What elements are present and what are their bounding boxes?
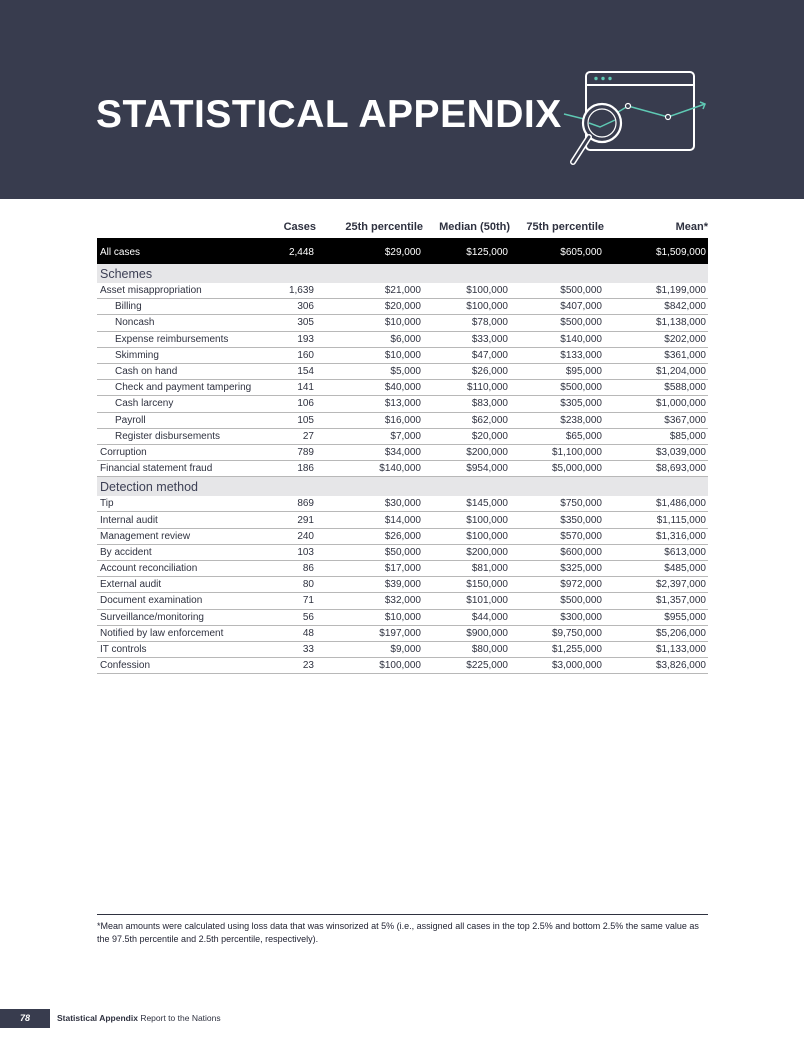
row-label: External audit: [97, 577, 280, 593]
cases-cell: 141: [280, 380, 316, 396]
row-label: Skimming: [97, 347, 280, 363]
p75-cell: $972,000: [510, 577, 604, 593]
column-header-75th: 75th percentile: [526, 221, 604, 233]
p25-cell: $197,000: [316, 625, 423, 641]
row-label: Expense reimbursements: [97, 331, 280, 347]
mean-cell: $613,000: [604, 544, 708, 560]
median-cell: $145,000: [423, 496, 510, 512]
median-cell: $100,000: [423, 283, 510, 299]
p75-cell: $238,000: [510, 412, 604, 428]
cases-cell: 80: [280, 577, 316, 593]
p25-cell: $6,000: [316, 331, 423, 347]
p75-cell: $133,000: [510, 347, 604, 363]
p25-cell: $10,000: [316, 609, 423, 625]
mean-cell: $3,826,000: [604, 658, 708, 674]
table-row: [97, 315, 708, 331]
table-row: [97, 444, 708, 460]
median-cell: $62,000: [423, 412, 510, 428]
p75-cell: $325,000: [510, 561, 604, 577]
p25-cell: $26,000: [316, 528, 423, 544]
p25-cell: $50,000: [316, 544, 423, 560]
row-label: Payroll: [97, 412, 280, 428]
p25-cell: $39,000: [316, 577, 423, 593]
table-row: [97, 544, 708, 560]
median-cell: $200,000: [423, 544, 510, 560]
p25-cell: $32,000: [316, 593, 423, 609]
median-cell: $80,000: [423, 641, 510, 657]
row-label: Notified by law enforcement: [97, 625, 280, 641]
median-cell: $110,000: [423, 380, 510, 396]
section-header-row: [97, 477, 708, 497]
median-cell: $125,000: [423, 240, 510, 265]
all-cases-row: [97, 240, 708, 265]
row-label: Check and payment tampering: [97, 380, 280, 396]
median-cell: $81,000: [423, 561, 510, 577]
column-header-cases: Cases: [283, 221, 316, 233]
row-label: Account reconciliation: [97, 561, 280, 577]
table-row: [97, 380, 708, 396]
median-cell: $900,000: [423, 625, 510, 641]
cases-cell: 186: [280, 461, 316, 477]
median-cell: $200,000: [423, 444, 510, 460]
median-cell: $78,000: [423, 315, 510, 331]
footnote-divider: [97, 914, 708, 915]
mean-cell: $1,199,000: [604, 283, 708, 299]
footer-publication: Report to the Nations: [140, 1013, 221, 1023]
mean-cell: $1,316,000: [604, 528, 708, 544]
cases-cell: 48: [280, 625, 316, 641]
median-cell: $101,000: [423, 593, 510, 609]
mean-cell: $1,204,000: [604, 363, 708, 379]
table-row: [97, 512, 708, 528]
p75-cell: $140,000: [510, 331, 604, 347]
row-label: All cases: [97, 240, 280, 265]
cases-cell: 154: [280, 363, 316, 379]
mean-cell: $1,138,000: [604, 315, 708, 331]
mean-cell: $588,000: [604, 380, 708, 396]
mean-cell: $361,000: [604, 347, 708, 363]
row-label: Management review: [97, 528, 280, 544]
p25-cell: $20,000: [316, 299, 423, 315]
cases-cell: 291: [280, 512, 316, 528]
column-header-mean: Mean*: [675, 221, 708, 233]
row-label: Cash larceny: [97, 396, 280, 412]
mean-cell: $3,039,000: [604, 444, 708, 460]
row-label: Billing: [97, 299, 280, 315]
row-label: Surveillance/monitoring: [97, 609, 280, 625]
mean-cell: $1,000,000: [604, 396, 708, 412]
table-row: [97, 577, 708, 593]
cases-cell: 27: [280, 428, 316, 444]
row-label: By accident: [97, 544, 280, 560]
p75-cell: $600,000: [510, 544, 604, 560]
table-row: [97, 396, 708, 412]
p75-cell: $500,000: [510, 593, 604, 609]
p25-cell: $7,000: [316, 428, 423, 444]
table-row: [97, 625, 708, 641]
table-row: [97, 363, 708, 379]
header-banner: [0, 0, 804, 199]
table-row: [97, 561, 708, 577]
p75-cell: $9,750,000: [510, 625, 604, 641]
p25-cell: $40,000: [316, 380, 423, 396]
page-number: 78: [0, 1009, 50, 1028]
cases-cell: 306: [280, 299, 316, 315]
mean-cell: $2,397,000: [604, 577, 708, 593]
footer-section: Statistical Appendix: [57, 1013, 138, 1023]
row-label: Register disbursements: [97, 428, 280, 444]
row-label: Financial statement fraud: [97, 461, 280, 477]
p25-cell: $17,000: [316, 561, 423, 577]
cases-cell: 105: [280, 412, 316, 428]
p25-cell: $10,000: [316, 347, 423, 363]
median-cell: $100,000: [423, 528, 510, 544]
median-cell: $33,000: [423, 331, 510, 347]
mean-cell: $8,693,000: [604, 461, 708, 477]
mean-cell: $842,000: [604, 299, 708, 315]
median-cell: $26,000: [423, 363, 510, 379]
p75-cell: $305,000: [510, 396, 604, 412]
table-row: [97, 528, 708, 544]
cases-cell: 56: [280, 609, 316, 625]
p25-cell: $21,000: [316, 283, 423, 299]
mean-cell: $1,133,000: [604, 641, 708, 657]
p75-cell: $300,000: [510, 609, 604, 625]
p75-cell: $1,100,000: [510, 444, 604, 460]
p75-cell: $407,000: [510, 299, 604, 315]
table-row: [97, 461, 708, 477]
mean-cell: $1,509,000: [604, 240, 708, 265]
p75-cell: $3,000,000: [510, 658, 604, 674]
table-body: [97, 240, 708, 674]
cases-cell: 193: [280, 331, 316, 347]
p25-cell: $30,000: [316, 496, 423, 512]
row-label: Cash on hand: [97, 363, 280, 379]
mean-cell: $85,000: [604, 428, 708, 444]
mean-cell: $1,357,000: [604, 593, 708, 609]
p25-cell: $16,000: [316, 412, 423, 428]
page-title: STATISTICAL APPENDIX: [96, 93, 562, 136]
p75-cell: $1,255,000: [510, 641, 604, 657]
cases-cell: 86: [280, 561, 316, 577]
row-label: Document examination: [97, 593, 280, 609]
column-header-median: Median (50th): [439, 221, 510, 233]
table-row: [97, 283, 708, 299]
median-cell: $100,000: [423, 299, 510, 315]
row-label: Internal audit: [97, 512, 280, 528]
p25-cell: $140,000: [316, 461, 423, 477]
median-cell: $954,000: [423, 461, 510, 477]
cases-cell: 160: [280, 347, 316, 363]
table-row: [97, 347, 708, 363]
table-row: [97, 609, 708, 625]
statistics-table: [97, 216, 708, 674]
p25-cell: $5,000: [316, 363, 423, 379]
median-cell: $44,000: [423, 609, 510, 625]
section-title: Detection method: [97, 477, 708, 497]
row-label: Noncash: [97, 315, 280, 331]
p75-cell: $570,000: [510, 528, 604, 544]
p75-cell: $350,000: [510, 512, 604, 528]
table-row: [97, 641, 708, 657]
mean-cell: $1,486,000: [604, 496, 708, 512]
column-header-25th: 25th percentile: [345, 221, 423, 233]
p25-cell: $29,000: [316, 240, 423, 265]
section-title: Schemes: [97, 264, 708, 283]
median-cell: $20,000: [423, 428, 510, 444]
p25-cell: $13,000: [316, 396, 423, 412]
cases-cell: 1,639: [280, 283, 316, 299]
table-row: [97, 593, 708, 609]
table-row: [97, 331, 708, 347]
mean-cell: $5,206,000: [604, 625, 708, 641]
p25-cell: $34,000: [316, 444, 423, 460]
footnote: *Mean amounts were calculated using loss data that was winsorized at 5% (i.e., assigned all cases in the top 2.5% and bottom 2.5% the same value as the 97.5th percentile and 2.5th percentile, respectively).: [97, 921, 699, 944]
cases-cell: 869: [280, 496, 316, 512]
p75-cell: $95,000: [510, 363, 604, 379]
cases-cell: 23: [280, 658, 316, 674]
mean-cell: $485,000: [604, 561, 708, 577]
median-cell: $225,000: [423, 658, 510, 674]
cases-cell: 71: [280, 593, 316, 609]
statistics-table-container: [97, 216, 708, 674]
row-label: Confession: [97, 658, 280, 674]
table-row: [97, 658, 708, 674]
mean-cell: $202,000: [604, 331, 708, 347]
row-label: Corruption: [97, 444, 280, 460]
mean-cell: $955,000: [604, 609, 708, 625]
cases-cell: 2,448: [280, 240, 316, 265]
p75-cell: $500,000: [510, 315, 604, 331]
median-cell: $83,000: [423, 396, 510, 412]
table-header-row: [97, 216, 708, 240]
p75-cell: $500,000: [510, 380, 604, 396]
cases-cell: 106: [280, 396, 316, 412]
row-label: Asset misappropriation: [97, 283, 280, 299]
p75-cell: $65,000: [510, 428, 604, 444]
p25-cell: $10,000: [316, 315, 423, 331]
median-cell: $47,000: [423, 347, 510, 363]
footer-running-title: [57, 1009, 221, 1028]
p25-cell: $100,000: [316, 658, 423, 674]
mean-cell: $1,115,000: [604, 512, 708, 528]
section-header-row: [97, 264, 708, 283]
cases-cell: 789: [280, 444, 316, 460]
cases-cell: 103: [280, 544, 316, 560]
p75-cell: $750,000: [510, 496, 604, 512]
table-row: [97, 428, 708, 444]
table-row: [97, 496, 708, 512]
median-cell: $100,000: [423, 512, 510, 528]
magnifier-chart-icon: [560, 68, 715, 174]
p25-cell: $9,000: [316, 641, 423, 657]
p75-cell: $500,000: [510, 283, 604, 299]
p75-cell: $605,000: [510, 240, 604, 265]
cases-cell: 33: [280, 641, 316, 657]
table-row: [97, 299, 708, 315]
median-cell: $150,000: [423, 577, 510, 593]
column-header: [97, 216, 280, 240]
p25-cell: $14,000: [316, 512, 423, 528]
table-row: [97, 412, 708, 428]
mean-cell: $367,000: [604, 412, 708, 428]
row-label: Tip: [97, 496, 280, 512]
cases-cell: 240: [280, 528, 316, 544]
cases-cell: 305: [280, 315, 316, 331]
row-label: IT controls: [97, 641, 280, 657]
p75-cell: $5,000,000: [510, 461, 604, 477]
